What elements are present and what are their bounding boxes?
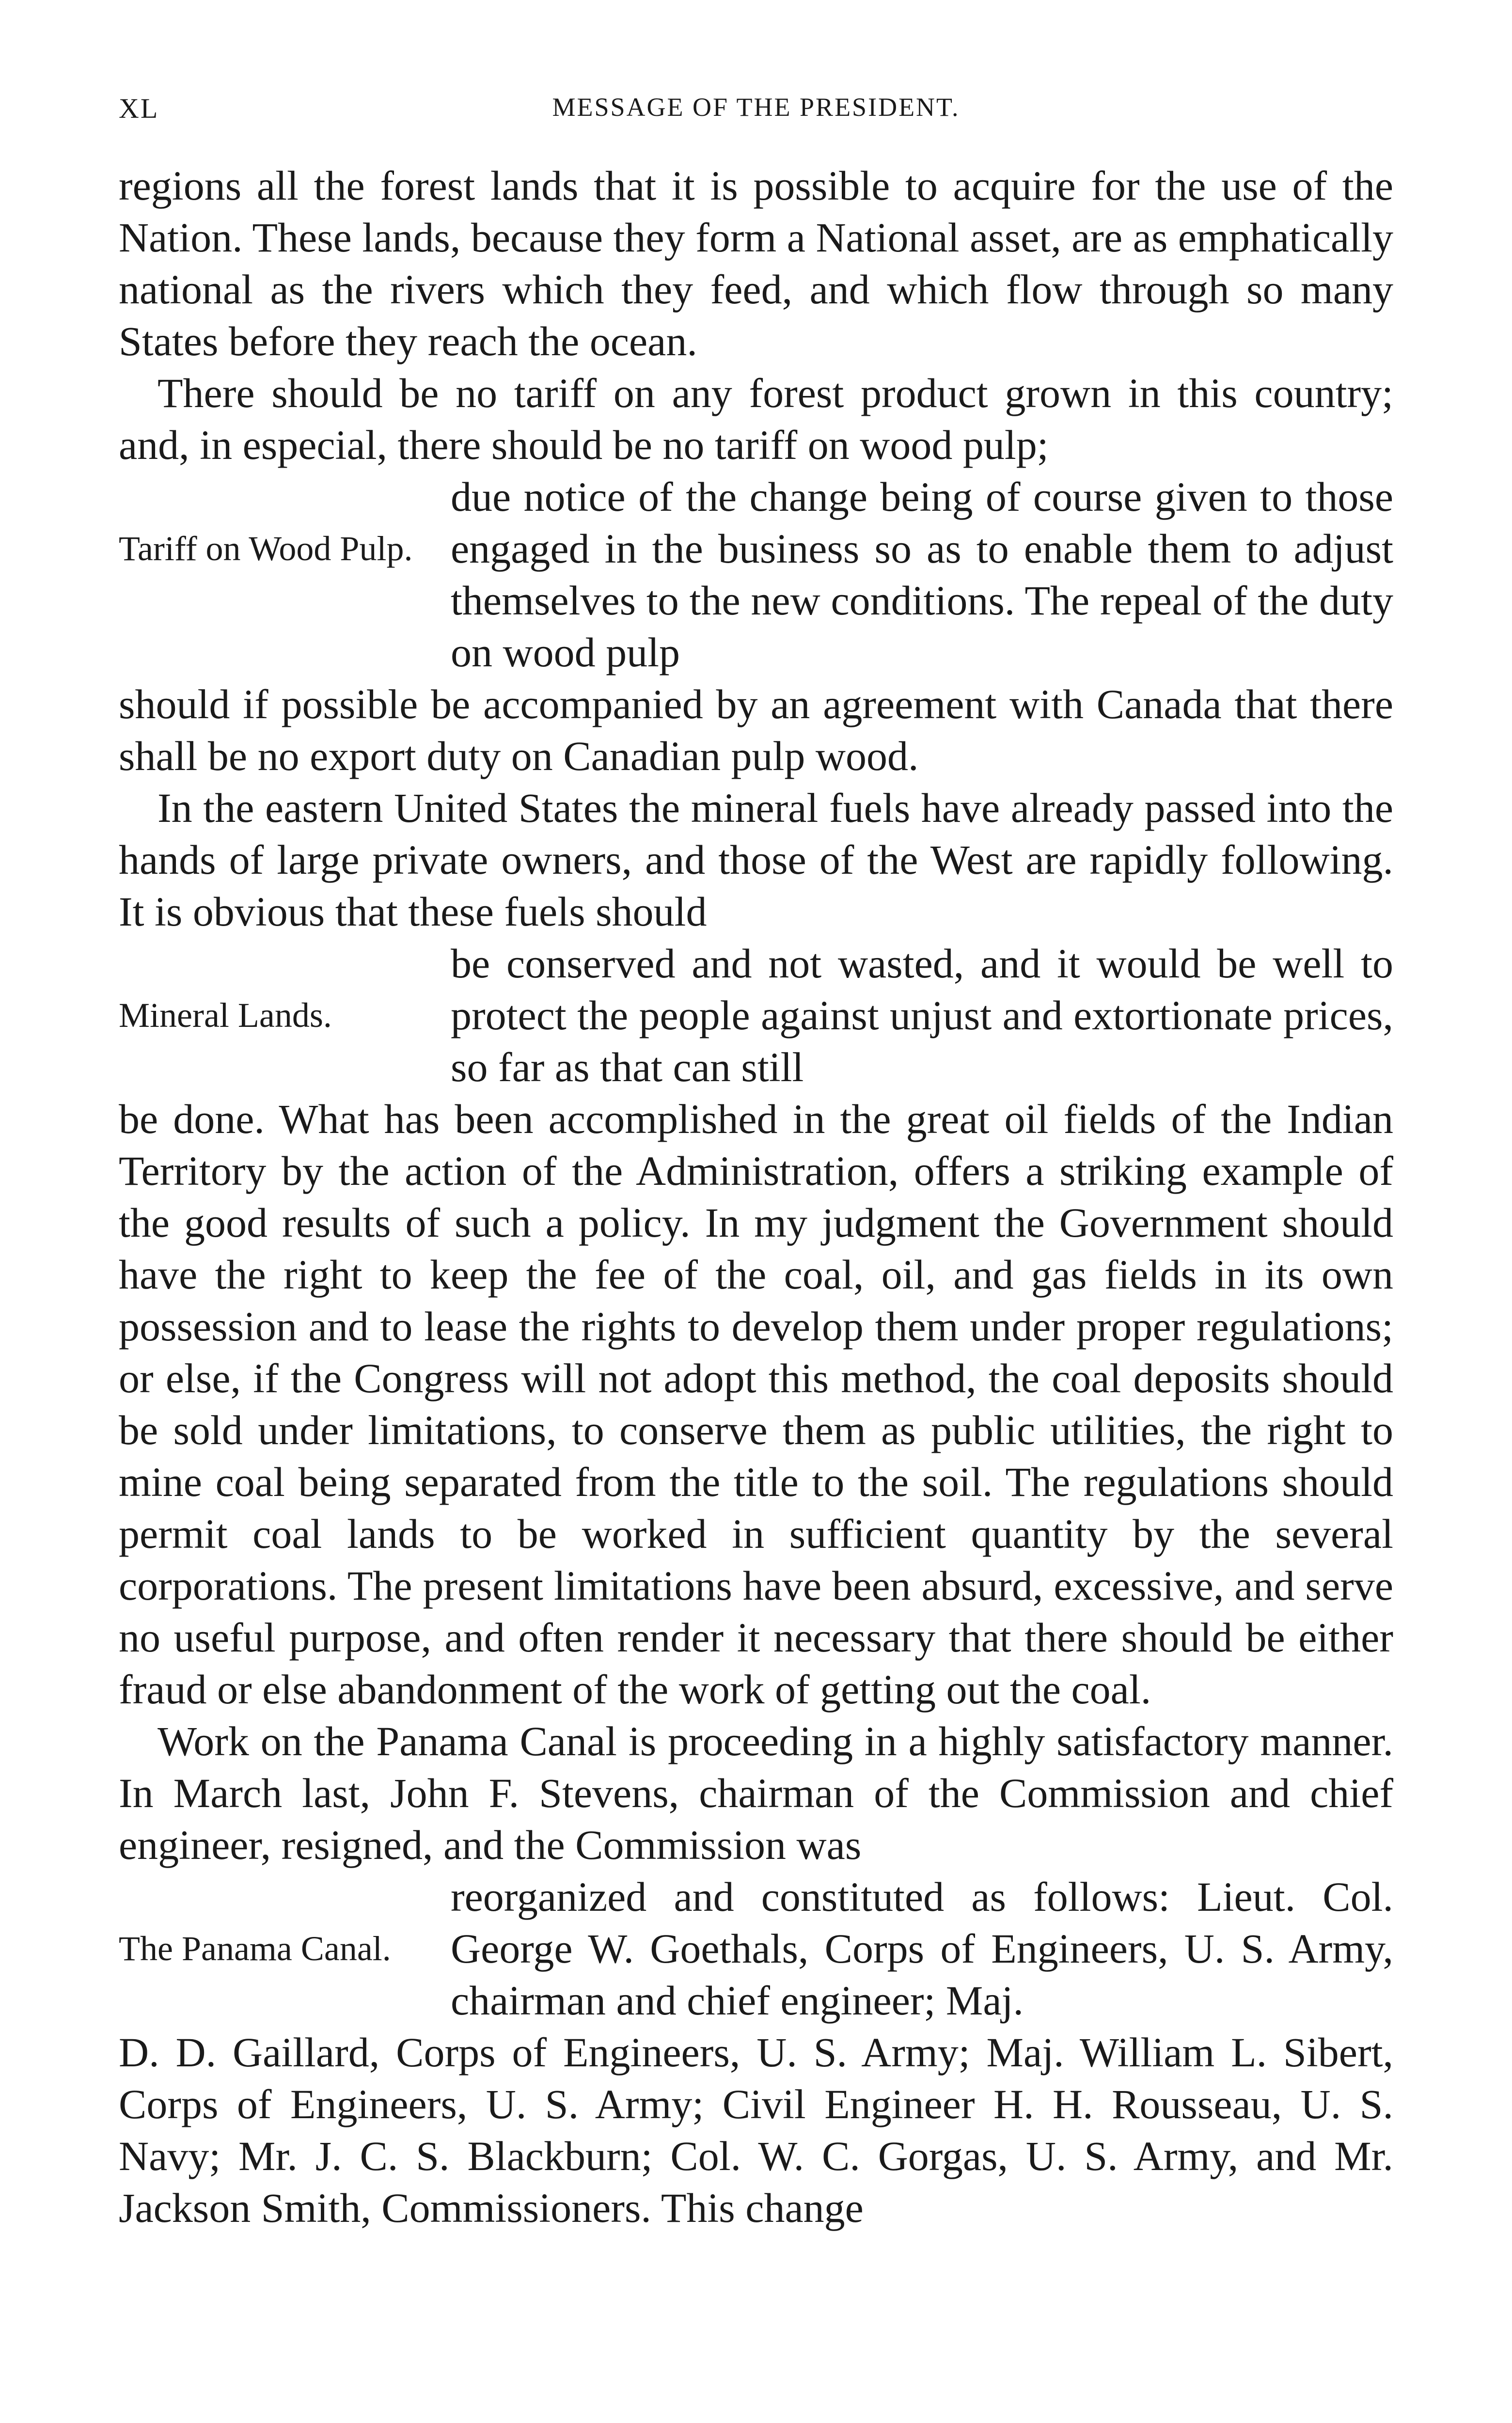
paragraph-forest-lands: regions all the forest lands that it is possible to acquire for the use of the Nation. These lands, because they form a National asset, are as emphatically national as the rivers which they feed, and which flow through so many States before they reach the ocean.	[119, 162, 1394, 364]
page-header	[119, 92, 1393, 136]
paragraph-panama-intro: Work on the Panama Canal is proceeding in a highly satisfactory manner. In March last, John F. Stevens, chairman of the Commission and chief engineer, resigned, and the Commission was	[119, 1718, 1393, 1868]
panama-note-block	[119, 1871, 1393, 2027]
paragraph-mineral-intro: In the eastern United States the mineral fuels have already passed into the hands of large private owners, and those of the West are rapidly following. It is obvious that these fuels should	[119, 785, 1393, 935]
paragraph-mineral-end: be done. What has been accomplished in the great oil fields of the Indian Territory by the action of the Administration, offers a striking example of the good results of such a policy. In my judgment the Government should have the right to keep the fee of the coal, oil, and gas fields in its own possession and to lease the rights to develop them under proper regulations; or else, if the Congress will not adopt this method, the coal deposits should be sold under limitations, to conserve them as public utilities, the right to mine coal being separated from the title to the soil. The regulations should permit coal lands to be worked in sufficient quantity by the several corporations. The present limitations have been absurd, excessive, and serve no useful purpose, and often render it necessary that there should be either fraud or else abandonment of the work of getting out the coal.	[119, 1096, 1393, 1713]
paragraph-panama-middle: reorganized and constituted as follows: Lieut. Col. George W. Goethals, Corps of Engineers, U. S. Army, chairman and chief engineer; Maj.	[451, 1873, 1393, 2024]
paragraph-panama-end: D. D. Gaillard, Corps of Engineers, U. S. Army; Maj. William L. Sibert, Corps of Engineers, U. S. Army; Civil Engineer H. H. Rousseau, U. S. Navy; Mr. J. C. S. Blackburn; Col. W. C. Gorgas, U. S. Army, and Mr. Jackson Smith, Commissioners. This change	[119, 2029, 1393, 2231]
paragraph-mineral-middle: be conserved and not wasted, and it would be well to protect the people against unjust and extortionate prices, so far as that can still	[451, 940, 1393, 1090]
paragraph-tariff-intro: There should be no tariff on any forest product grown in this country; and, in especial, there should be no tariff on wood pulp;	[119, 370, 1393, 468]
sidenote-tariff-wood-pulp: Tariff on Wood Pulp.	[119, 529, 413, 568]
sidenote-panama-canal: The Panama Canal.	[119, 1929, 391, 1968]
paragraph-tariff-end: should if possible be accompanied by an agreement with Canada that there shall be no export duty on Canadian pulp wood.	[119, 681, 1393, 779]
mineral-note-block	[119, 938, 1393, 1093]
paragraph-tariff-middle: due notice of the change being of course given to those engaged in the business so as to enable them to adjust themselves to the new conditions. The repeal of the duty on wood pulp	[451, 473, 1393, 676]
page-number: XL	[119, 93, 159, 124]
running-title: MESSAGE OF THE PRESIDENT.	[552, 93, 960, 122]
body-text	[119, 160, 1393, 2234]
tariff-note-block	[119, 471, 1393, 678]
sidenote-mineral-lands: Mineral Lands.	[119, 996, 332, 1035]
